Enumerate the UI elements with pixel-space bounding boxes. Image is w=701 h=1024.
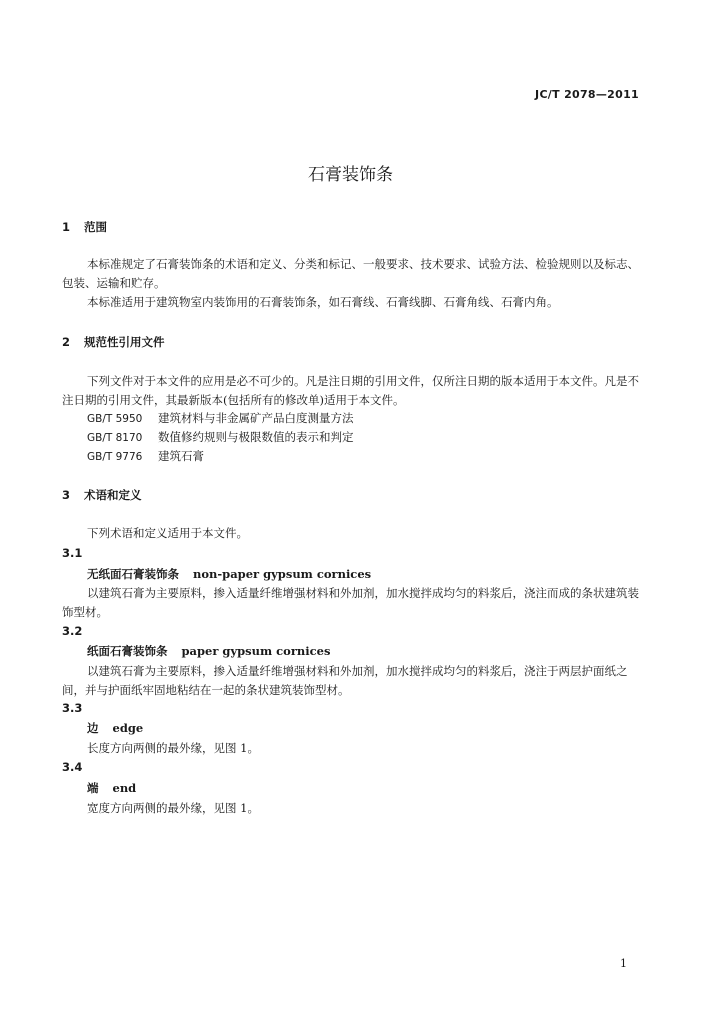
term-english: paper gypsum cornices <box>181 644 331 658</box>
reference-code: GB/T 9776 <box>87 451 143 463</box>
term-chinese: 无纸面石膏装饰条 <box>87 567 179 581</box>
term-heading <box>87 566 371 582</box>
section-heading-1 <box>62 219 107 235</box>
page-number: 1 <box>620 957 627 970</box>
term-definition: 以建筑石膏为主要原料，掺入适量纤维增强材料和外加剂，加水搅拌成均匀的料浆后，浇注于两层护面纸之间，并与护面纸牢固地粘结在一起的条状建筑装饰型材。 <box>62 664 628 697</box>
reference-code: GB/T 8170 <box>87 432 143 444</box>
section-title: 范围 <box>84 220 107 234</box>
term-heading <box>87 720 143 736</box>
term-definition: 以建筑石膏为主要原料，掺入适量纤维增强材料和外加剂，加水搅拌成均匀的料浆后，浇注而成的条状建筑装饰型材。 <box>62 586 639 619</box>
paragraph: 本标准适用于建筑物室内装饰用的石膏装饰条，如石膏线、石膏线脚、石膏角线、石膏内角。 <box>87 295 559 309</box>
section-number: 3 <box>62 488 71 502</box>
section-heading-3 <box>62 487 142 503</box>
reference-item <box>87 410 354 426</box>
term-english: non-paper gypsum cornices <box>193 567 372 581</box>
section-title: 术语和定义 <box>84 488 142 502</box>
paragraph: 下列文件对于本文件的应用是必不可少的。凡是注日期的引用文件，仅所注日期的版本适用于本文件。凡是不注日期的引用文件，其最新版本(包括所有的修改单)适用于本文件。 <box>62 374 639 407</box>
term-number: 3.4 <box>62 760 83 774</box>
term-number: 3.2 <box>62 624 83 638</box>
reference-item <box>87 429 354 445</box>
reference-name: 数值修约规则与极限数值的表示和判定 <box>158 430 354 444</box>
term-definition: 长度方向两侧的最外缘，见图 1。 <box>87 741 259 755</box>
section-heading-2 <box>62 334 165 350</box>
term-number: 3.1 <box>62 546 83 560</box>
reference-item <box>87 448 204 464</box>
term-english: end <box>112 781 137 795</box>
term-chinese: 纸面石膏装饰条 <box>87 644 168 658</box>
reference-name: 建筑石膏 <box>158 449 204 463</box>
section-title: 规范性引用文件 <box>84 335 165 349</box>
term-heading <box>87 643 330 659</box>
section-number: 1 <box>62 220 71 234</box>
term-chinese: 边 <box>87 721 99 735</box>
term-heading <box>87 780 136 796</box>
term-english: edge <box>112 721 144 735</box>
term-number: 3.3 <box>62 701 83 715</box>
section-number: 2 <box>62 335 71 349</box>
paragraph: 本标准规定了石膏装饰条的术语和定义、分类和标记、一般要求、技术要求、试验方法、检验规则以及标志、包装、运输和贮存。 <box>62 257 639 290</box>
page-title: 石膏装饰条 <box>308 165 393 185</box>
paragraph: 下列术语和定义适用于本文件。 <box>87 526 248 540</box>
reference-code: GB/T 5950 <box>87 413 143 425</box>
reference-name: 建筑材料与非金属矿产品白度测量方法 <box>158 411 354 425</box>
standard-number: JC/T 2078—2011 <box>535 88 639 101</box>
term-definition: 宽度方向两侧的最外缘，见图 1。 <box>87 801 259 815</box>
term-chinese: 端 <box>87 781 99 795</box>
